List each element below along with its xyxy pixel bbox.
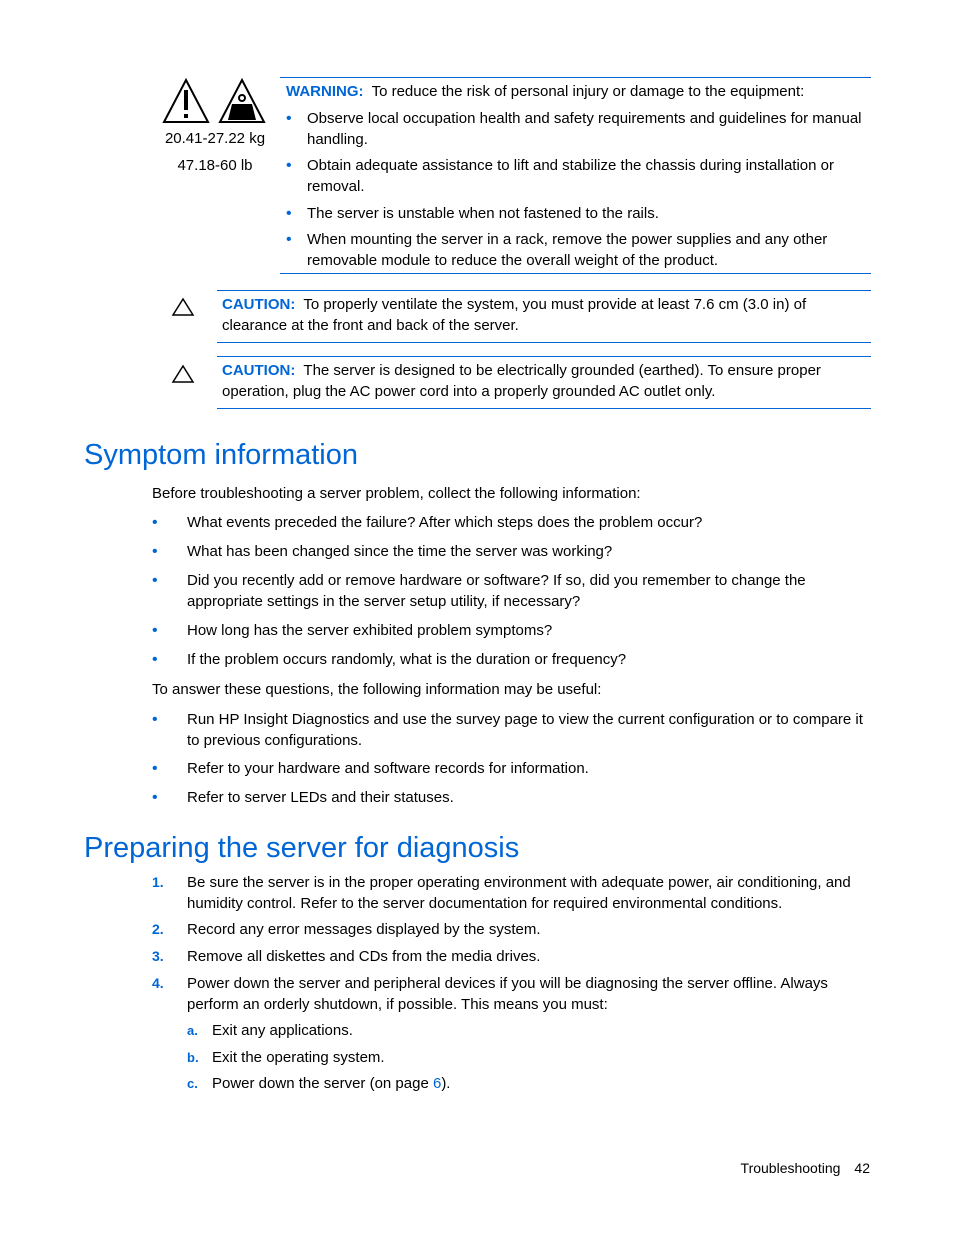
warning-box: WARNING: To reduce the risk of personal injury or damage to the equipment: • Observe local occupation health and safety requirements and guidelines for manual handling. • Obtain adequate assistance to lift and stabilize the chassis during installation or removal. • The server is unstable when not fastened to the rails. • When mounting the server in a rack, remove the power supplies and any other removable module to reduce the overall weight of the product. <box>280 77 871 274</box>
caution-label: CAUTION: <box>222 296 296 313</box>
bullet-icon: • <box>152 572 158 589</box>
weight-warning-icons <box>162 78 270 124</box>
caution-label: CAUTION: <box>222 362 296 379</box>
bullet-icon: • <box>152 622 158 639</box>
caution-text: The server is designed to be electrically grounded (earthed). To ensure proper operation, plug the AC power cord into a properly grounded AC outlet only. <box>222 362 821 400</box>
caution-text: To properly ventilate the system, you must provide at least 7.6 cm (3.0 in) of clearance at the front and back of the server. <box>222 296 807 334</box>
bullet-icon: • <box>152 651 158 668</box>
warning-label: WARNING: <box>286 83 364 100</box>
bullet-icon: • <box>152 711 158 728</box>
weight-lb: 47.18-60 lb <box>177 157 253 174</box>
bullet-icon: • <box>152 760 158 777</box>
warning-triangle-icon <box>164 80 208 122</box>
caution-box <box>217 356 871 409</box>
bullet-icon: • <box>152 543 158 560</box>
bullet-icon: • <box>286 231 292 248</box>
page-number: 42 <box>854 1160 870 1176</box>
symptom-intro: Before troubleshooting a server problem, collect the following information: <box>152 485 641 502</box>
section-heading-symptom: Symptom information <box>84 439 358 471</box>
section-heading-preparing: Preparing the server for diagnosis <box>84 832 520 864</box>
bullet-icon: • <box>152 789 158 806</box>
bullet-icon: • <box>286 157 292 174</box>
bullet-icon: • <box>286 205 292 222</box>
caution-triangle-icon <box>171 364 195 384</box>
warning-header <box>286 81 866 102</box>
weight-kg: 20.41-27.22 kg <box>164 130 266 147</box>
caution-box <box>217 290 871 343</box>
page-link[interactable]: 6 <box>432 1075 442 1092</box>
heavy-weight-icon <box>220 80 264 122</box>
bullet-icon: • <box>152 514 158 531</box>
symptom-intro-2: To answer these questions, the following information may be useful: <box>152 681 602 698</box>
warning-text: To reduce the risk of personal injury or damage to the equipment: <box>371 83 805 100</box>
page-footer <box>600 1158 870 1179</box>
bullet-icon: • <box>286 110 292 127</box>
footer-section: Troubleshooting <box>740 1160 841 1176</box>
caution-triangle-icon <box>171 297 195 317</box>
